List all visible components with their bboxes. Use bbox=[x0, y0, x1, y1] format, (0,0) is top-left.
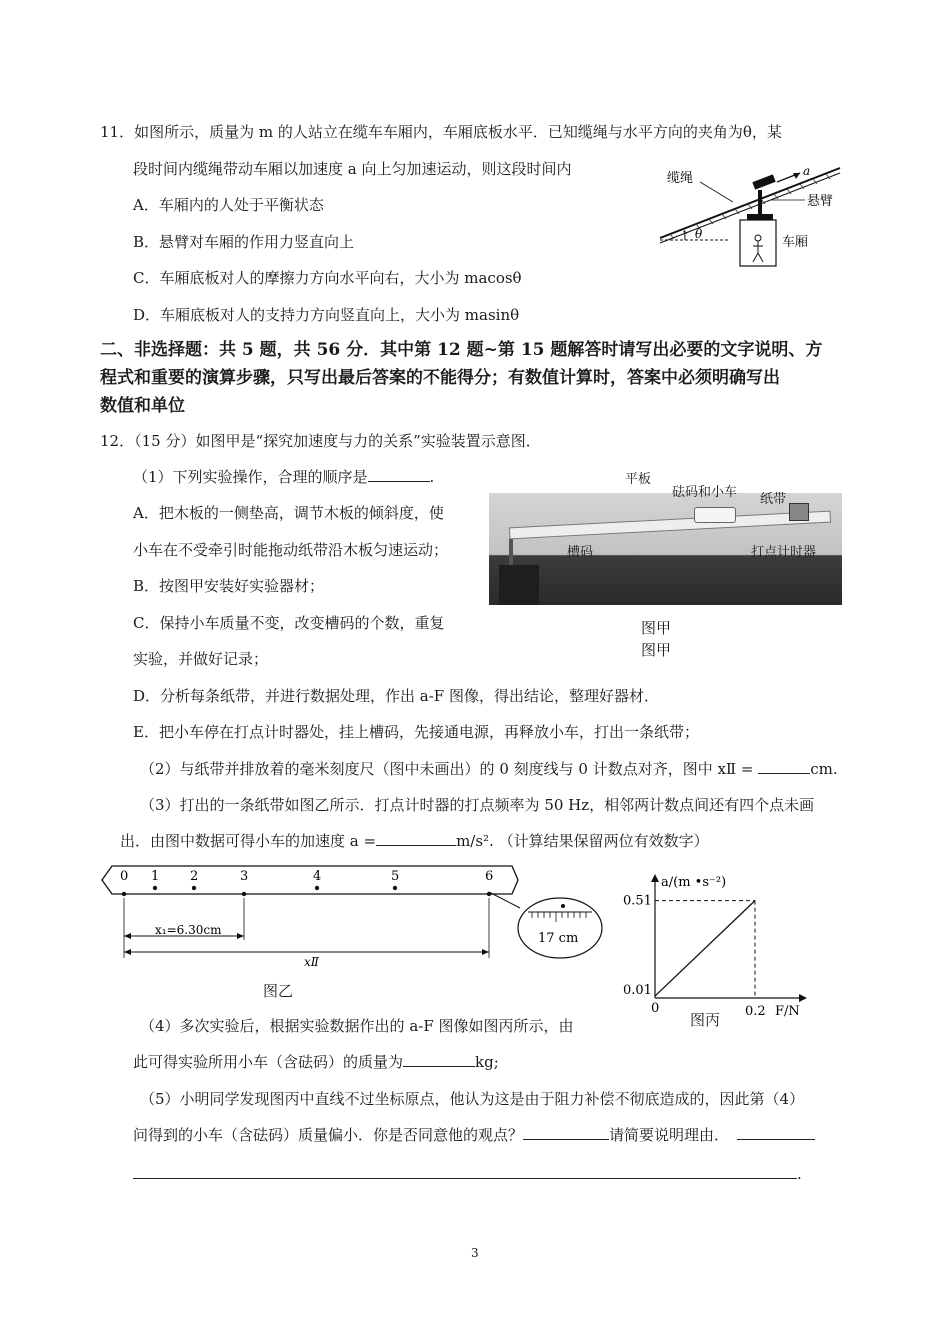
tape-point-label-4: 4 bbox=[313, 869, 322, 884]
q12-part5-reason-blank-2[interactable] bbox=[133, 1164, 797, 1179]
hook-weight-label: 槽码 bbox=[567, 545, 594, 560]
q12-part4-unit: kg; bbox=[475, 1053, 499, 1071]
tape-label: 纸带 bbox=[760, 492, 787, 507]
q11-option-a: A．车厢内的人处于平衡状态 bbox=[133, 196, 324, 214]
q12-option-a-line1: A．把木板的一侧垫高，调节木板的倾斜度，使 bbox=[133, 504, 444, 522]
x1-arrow-right bbox=[237, 933, 244, 939]
cart-shape bbox=[694, 507, 736, 523]
tape-point-2 bbox=[192, 886, 196, 890]
q12-option-d: D．分析每条纸带，并进行数据处理，作出 a-F 图像，得出结论，整理好器材． bbox=[133, 687, 659, 705]
q12-option-c-line2: 实验，并做好记录； bbox=[133, 650, 269, 668]
q12-part5-opinion-blank[interactable] bbox=[523, 1125, 609, 1140]
table-leg bbox=[499, 565, 539, 605]
tape-point-0 bbox=[122, 892, 126, 896]
x2-arrow-right bbox=[482, 949, 489, 955]
cart-label: 砝码和小车 bbox=[672, 485, 738, 500]
arm-base bbox=[747, 214, 773, 220]
tape-points bbox=[120, 869, 493, 896]
tape-outline bbox=[102, 866, 518, 894]
tape-point-label-0: 0 bbox=[120, 869, 129, 884]
y-axis-arrow bbox=[651, 874, 659, 882]
figure-jia-caption-2: 图甲 bbox=[641, 641, 672, 659]
q12-part4-answer-blank[interactable] bbox=[403, 1052, 475, 1067]
angle-arc bbox=[684, 231, 685, 240]
inset-dot bbox=[561, 904, 565, 908]
a-f-chart bbox=[615, 868, 815, 1028]
q11-option-c: C．车厢底板对人的摩擦力方向水平向右，大小为 macosθ bbox=[133, 269, 522, 287]
q12-part2-text: （2）与纸带并排放着的毫米刻度尺（图中未画出）的 0 刻度线与 0 计数点对齐，图中 xⅡ = bbox=[140, 760, 754, 778]
board-label: 平板 bbox=[625, 472, 652, 487]
q12-part2-answer-blank[interactable] bbox=[758, 759, 810, 774]
x-axis-arrow bbox=[799, 994, 807, 1002]
page-number: 3 bbox=[471, 1246, 479, 1260]
paper-tape-figure bbox=[100, 860, 620, 1000]
section2-heading-line3: 数值和单位 bbox=[100, 396, 185, 416]
q12-part5-reason-blank-1[interactable] bbox=[737, 1125, 815, 1140]
q11-option-b: B．悬臂对车厢的作用力竖直向上 bbox=[133, 233, 355, 251]
q12-part4-text: 此可得实验所用小车（含砝码）的质量为 bbox=[133, 1053, 404, 1071]
q12-part5-line3 bbox=[133, 1164, 802, 1184]
y-axis-label: a/(m •s⁻²) bbox=[661, 875, 727, 890]
car-label: 车厢 bbox=[782, 235, 809, 250]
q12-part5-reason-prompt: 请简要说明理由． bbox=[609, 1126, 730, 1144]
arm-label: 悬臂 bbox=[807, 194, 834, 209]
a-f-line bbox=[655, 901, 755, 996]
accel-label: a bbox=[803, 164, 811, 178]
q12-part2-unit: cm. bbox=[810, 760, 838, 778]
tape-point-5 bbox=[393, 886, 397, 890]
q12-part5-line1: （5）小明同学发现图丙中直线不过坐标原点，他认为这是由于阻力补偿不彻底造成的，因此第（4） bbox=[140, 1090, 805, 1108]
tape-point-1 bbox=[153, 886, 157, 890]
q12-part3-unit: m/s². （计算结果保留两位有效数字） bbox=[456, 832, 709, 850]
cable-label: 缆绳 bbox=[667, 171, 694, 186]
section2-heading-line1: 二、非选择题：共 5 题，共 56 分．其中第 12 题~第 15 题解答时请写出必要的文字说明、方 bbox=[100, 340, 823, 360]
track-board bbox=[509, 511, 831, 540]
tape-point-label-1: 1 bbox=[151, 869, 160, 884]
tape-point-label-3: 3 bbox=[240, 869, 249, 884]
q12-option-b: B．按图甲安装好实验器材； bbox=[133, 577, 325, 595]
tape-point-label-6: 6 bbox=[485, 869, 494, 884]
x-tick-origin: 0 bbox=[651, 1001, 660, 1016]
theta-label: θ bbox=[695, 227, 703, 241]
x-tick-max: 0.2 bbox=[745, 1004, 766, 1019]
timer-shape bbox=[789, 503, 809, 521]
q12-part3-text: 出．由图中数据可得小车的加速度 a = bbox=[120, 832, 377, 850]
x-axis-label: F/N bbox=[775, 1004, 800, 1019]
q12-part5-end: . bbox=[797, 1165, 802, 1183]
q12-intro: 12．（15 分）如图甲是“探究加速度与力的关系”实验装置示意图． bbox=[100, 432, 541, 450]
q12-part5-text: 问得到的小车（含砝码）质量偏小．你是否同意他的观点？ bbox=[133, 1126, 524, 1144]
x2-arrow-left bbox=[124, 949, 131, 955]
figure-yi-caption: 图乙 bbox=[263, 982, 294, 1000]
x1-label: x₁=6.30cm bbox=[155, 923, 222, 937]
figure-jia-caption-1: 图甲 bbox=[641, 619, 672, 637]
q11-stem-line1: 11．如图所示，质量为 m 的人站立在缆车车厢内，车厢底板水平．已知缆绳与水平方向的夹角为θ，某 bbox=[100, 123, 782, 141]
cable-clamp bbox=[752, 174, 775, 189]
q12-part3-line1: （3）打出的一条纸带如图乙所示．打点计时器的打点频率为 50 Hz，相邻两计数点间还有四个点未画 bbox=[140, 796, 815, 814]
section2-heading-line2: 程式和重要的演算步骤，只写出最后答案的不能得分；有数值计算时，答案中必须明确写出 bbox=[100, 368, 780, 388]
q11-stem-line2: 段时间内缆绳带动车厢以加速度 a 向上匀加速运动，则这段时间内 bbox=[133, 160, 572, 178]
tape-point-3 bbox=[242, 892, 246, 896]
q12-option-e: E．把小车停在打点计时器处，挂上槽码，先接通电源，再释放小车，打出一条纸带； bbox=[133, 723, 699, 741]
q12-part1-answer-blank[interactable] bbox=[368, 467, 430, 482]
q12-part3-line2 bbox=[120, 831, 709, 851]
ruler-label: 17 cm bbox=[538, 931, 579, 946]
x2-label: xⅡ bbox=[304, 955, 319, 969]
q12-part1-text: （1）下列实验操作，合理的顺序是 bbox=[133, 468, 368, 486]
figure-bing-caption: 图丙 bbox=[690, 1011, 721, 1029]
q12-option-c-line1: C．保持小车质量不变，改变槽码的个数，重复 bbox=[133, 614, 445, 632]
y-tick-max: 0.51 bbox=[623, 893, 652, 909]
timer-label: 打点计时器 bbox=[751, 545, 817, 560]
q12-part3-answer-blank[interactable] bbox=[376, 831, 456, 846]
tape-point-label-2: 2 bbox=[190, 869, 199, 884]
q12-option-a-line2: 小车在不受牵引时能拖动纸带沿木板匀速运动； bbox=[133, 541, 449, 559]
cable-leader-line bbox=[700, 182, 733, 202]
ruler-inset bbox=[518, 898, 602, 958]
q11-option-d: D．车厢底板对人的支持力方向竖直向上，大小为 masinθ bbox=[133, 306, 520, 324]
q12-part2 bbox=[140, 759, 838, 779]
q12-part4-line1: （4）多次实验后，根据实验数据作出的 a-F 图像如图丙所示，由 bbox=[140, 1017, 574, 1035]
tape-point-label-5: 5 bbox=[391, 869, 400, 884]
tape-point-4 bbox=[315, 886, 319, 890]
y-tick-min: 0.01 bbox=[623, 983, 652, 999]
q12-part5-line2 bbox=[133, 1125, 815, 1145]
x1-arrow-left bbox=[124, 933, 131, 939]
q12-part1-end: . bbox=[429, 468, 435, 486]
q12-part1 bbox=[133, 467, 434, 487]
cable-car-diagram bbox=[655, 160, 845, 280]
q12-part4-line2 bbox=[133, 1052, 499, 1072]
